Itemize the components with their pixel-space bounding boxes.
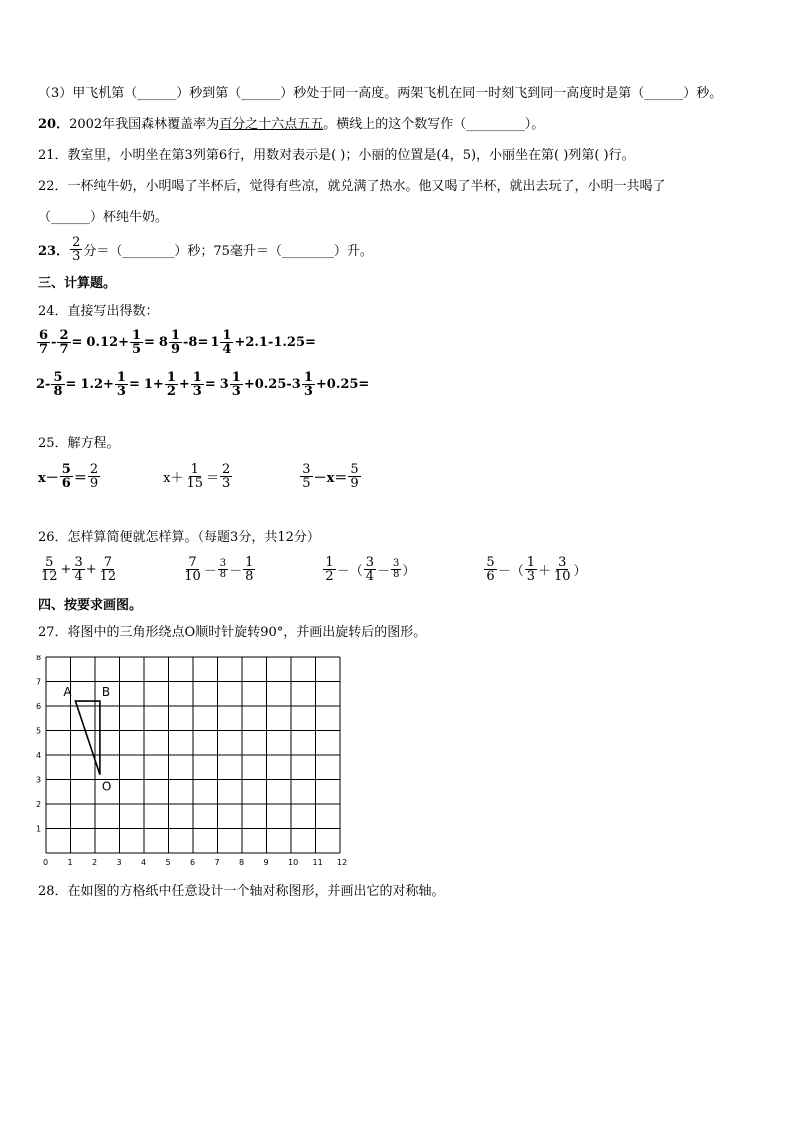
y-tick-label: 7 bbox=[36, 677, 42, 687]
q22-line2: （______）杯纯牛奶。 bbox=[38, 210, 169, 225]
q23-fraction: $\frac{2}{3}$ bbox=[72, 235, 81, 264]
q26-e1: $\frac{5}{12}$ + $\frac{3}{4}$ + $\frac{7}{12}$ bbox=[41, 555, 117, 584]
q20 bbox=[38, 117, 544, 133]
q20-text-b: 。横线上的这个数写作（_________）。 bbox=[323, 117, 545, 132]
y-tick-label: 5 bbox=[36, 726, 42, 736]
q25-equations bbox=[38, 463, 362, 490]
q26-expressions bbox=[38, 556, 587, 583]
x-tick-label: 0 bbox=[43, 858, 49, 867]
x-tick-label: 5 bbox=[165, 858, 171, 867]
q24-r1-e3: 8 $\frac{1}{9}$ -8= bbox=[158, 328, 209, 357]
q26-e3: $\frac{1}{2}$ －（ $\frac{3}{4}$ － $\frac{3}{8}$ ） bbox=[325, 555, 416, 584]
y-tick-label: 1 bbox=[36, 824, 42, 834]
y-tick-label: 4 bbox=[36, 751, 42, 760]
q26-title: 26．怎样算简便就怎样算。（每题3分，共12分） bbox=[38, 530, 320, 545]
section-3-title: 三、计算题。 bbox=[38, 276, 117, 291]
q20-underlined: 百分之十六点五五 bbox=[219, 117, 324, 132]
x-tick-label: 4 bbox=[141, 858, 147, 867]
q23-text: 分＝（________）秒；75毫升＝（________）升。 bbox=[83, 244, 373, 259]
x-tick-label: 9 bbox=[263, 858, 269, 867]
q23-number: 23． bbox=[38, 244, 70, 259]
q25-eq3: $\frac{3}{5}$ －x＝ $\frac{5}{9}$ bbox=[302, 462, 359, 491]
y-tick-label: 2 bbox=[36, 800, 42, 809]
q24-row2 bbox=[36, 371, 369, 398]
q22-line1: 22．一杯纯牛奶，小明喝了半杯后，觉得有些凉，就兑满了热水。他又喝了半杯，就出去玩了，小明一共喝了 bbox=[38, 179, 666, 194]
x-tick-label: 11 bbox=[312, 858, 323, 867]
x-tick-label: 12 bbox=[337, 858, 348, 867]
x-tick-label: 3 bbox=[116, 858, 122, 867]
y-tick-label: 8 bbox=[36, 655, 42, 662]
x-tick-label: 1 bbox=[67, 858, 73, 867]
x-tick-label: 8 bbox=[239, 858, 245, 867]
q24-row1 bbox=[36, 329, 316, 356]
triangle-shape bbox=[75, 701, 100, 775]
x-tick-label: 2 bbox=[92, 858, 98, 867]
q24-r2-e1: 2- $\frac{5}{8}$ = bbox=[36, 370, 77, 399]
q24-r2-e4: 3 $\frac{1}{3}$ +0.25-3 $\frac{1}{3}$ +0.25= bbox=[219, 370, 370, 399]
q26-e2: $\frac{7}{10}$ － $\frac{3}{8}$ － $\frac{1}{8}$ bbox=[184, 555, 254, 584]
x-tick-label: 6 bbox=[190, 858, 196, 867]
y-tick-label: 3 bbox=[36, 775, 42, 785]
point-label-b: B bbox=[101, 685, 111, 700]
q28-title: 28．在如图的方格纸中任意设计一个轴对称图形，并画出它的对称轴。 bbox=[38, 884, 445, 899]
rotation-grid bbox=[34, 655, 364, 874]
q24-r2-e2: 1.2+ $\frac{1}{3}$ = bbox=[80, 370, 140, 399]
y-tick-label: 6 bbox=[36, 702, 42, 711]
section-4-title: 四、按要求画图。 bbox=[38, 598, 143, 613]
q20-text-a: 2002年我国森林覆盖率为 bbox=[69, 117, 220, 132]
q19-part3: （3）甲飞机第（______）秒到第（______）秒处于同一高度。两架飞机在同一时刻飞到同一高度时是第（______）秒。 bbox=[38, 86, 723, 101]
q25-eq2: x＋ $\frac{1}{15}$ ＝ $\frac{2}{3}$ bbox=[163, 462, 231, 491]
q25-eq1: x－ $\frac{5}{6}$ ＝ $\frac{2}{9}$ bbox=[38, 462, 99, 491]
q24-r1-e4: 1 $\frac{1}{4}$ +2.1-1.25= bbox=[210, 328, 316, 357]
q24-title: 24．直接写出得数： bbox=[38, 304, 159, 319]
q24-r1-e1: $\frac{6}{7}$ - $\frac{2}{7}$ = bbox=[39, 328, 83, 357]
point-label-a: A bbox=[63, 685, 72, 700]
grid-figure bbox=[34, 655, 364, 870]
q20-number: 20． bbox=[38, 117, 70, 132]
point-label-o: O bbox=[101, 779, 112, 794]
x-tick-label: 7 bbox=[214, 858, 220, 867]
q24-r1-e2: 0.12+ $\frac{1}{5}$ = bbox=[86, 328, 155, 357]
q21: 21．教室里，小明坐在第3列第6行，用数对表示是( )；小丽的位置是(4，5)，小丽坐在第( )列第( )行。 bbox=[38, 148, 635, 163]
x-tick-label: 10 bbox=[288, 858, 299, 867]
q26-e4: $\frac{5}{6}$ －（ $\frac{1}{3}$ ＋ $\frac{3}{10}$ ） bbox=[486, 555, 587, 584]
q27-title: 27．将图中的三角形绕点O顺时针旋转90°，并画出旋转后的图形。 bbox=[38, 625, 427, 640]
q25-title: 25．解方程。 bbox=[38, 436, 120, 451]
q24-r2-e3: 1+ $\frac{1}{2}$ + $\frac{1}{3}$ = bbox=[143, 370, 216, 399]
q23 bbox=[38, 236, 373, 263]
